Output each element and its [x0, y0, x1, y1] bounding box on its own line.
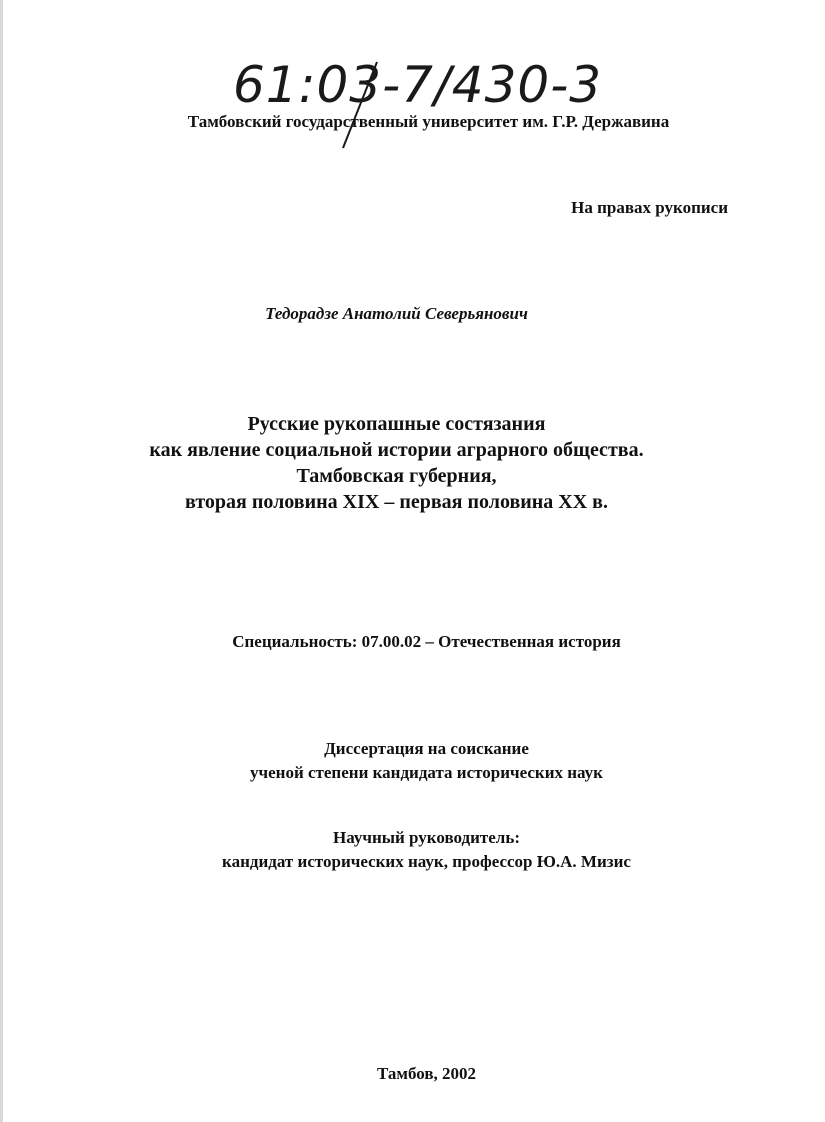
- supervisor-name: кандидат исторических наук, профессор Ю.А. Мизис: [222, 852, 631, 871]
- city-year: Тамбов, 2002: [376, 1064, 477, 1083]
- title-line: Тамбовская губерния,: [296, 465, 497, 487]
- supervisor-label: Научный руководитель:: [333, 828, 520, 847]
- university-name: Тамбовский государственный университет им. Г.Р. Державина: [187, 112, 670, 131]
- specialty: Специальность: 07.00.02 – Отечественная история: [232, 632, 621, 651]
- rights-notice: На правах рукописи: [571, 198, 728, 217]
- title-line: как явление социальной истории аграрного общества.: [149, 439, 644, 461]
- title-line: Русские рукопашные состязания: [247, 413, 546, 435]
- dissertation-title: [0, 411, 793, 515]
- title-line: вторая половина XIX – первая половина XX в.: [185, 491, 608, 513]
- author-name: Тедорадзе Анатолий Северьянович: [265, 304, 528, 323]
- dissertation-line: Диссертация на соискание: [324, 739, 529, 758]
- dissertation-line: ученой степени кандидата исторических наук: [250, 763, 603, 782]
- archive-mark-text: 61:03-7/430-3: [233, 56, 603, 114]
- handwritten-archive-mark: [225, 40, 603, 150]
- scan-edge: [0, 0, 3, 1122]
